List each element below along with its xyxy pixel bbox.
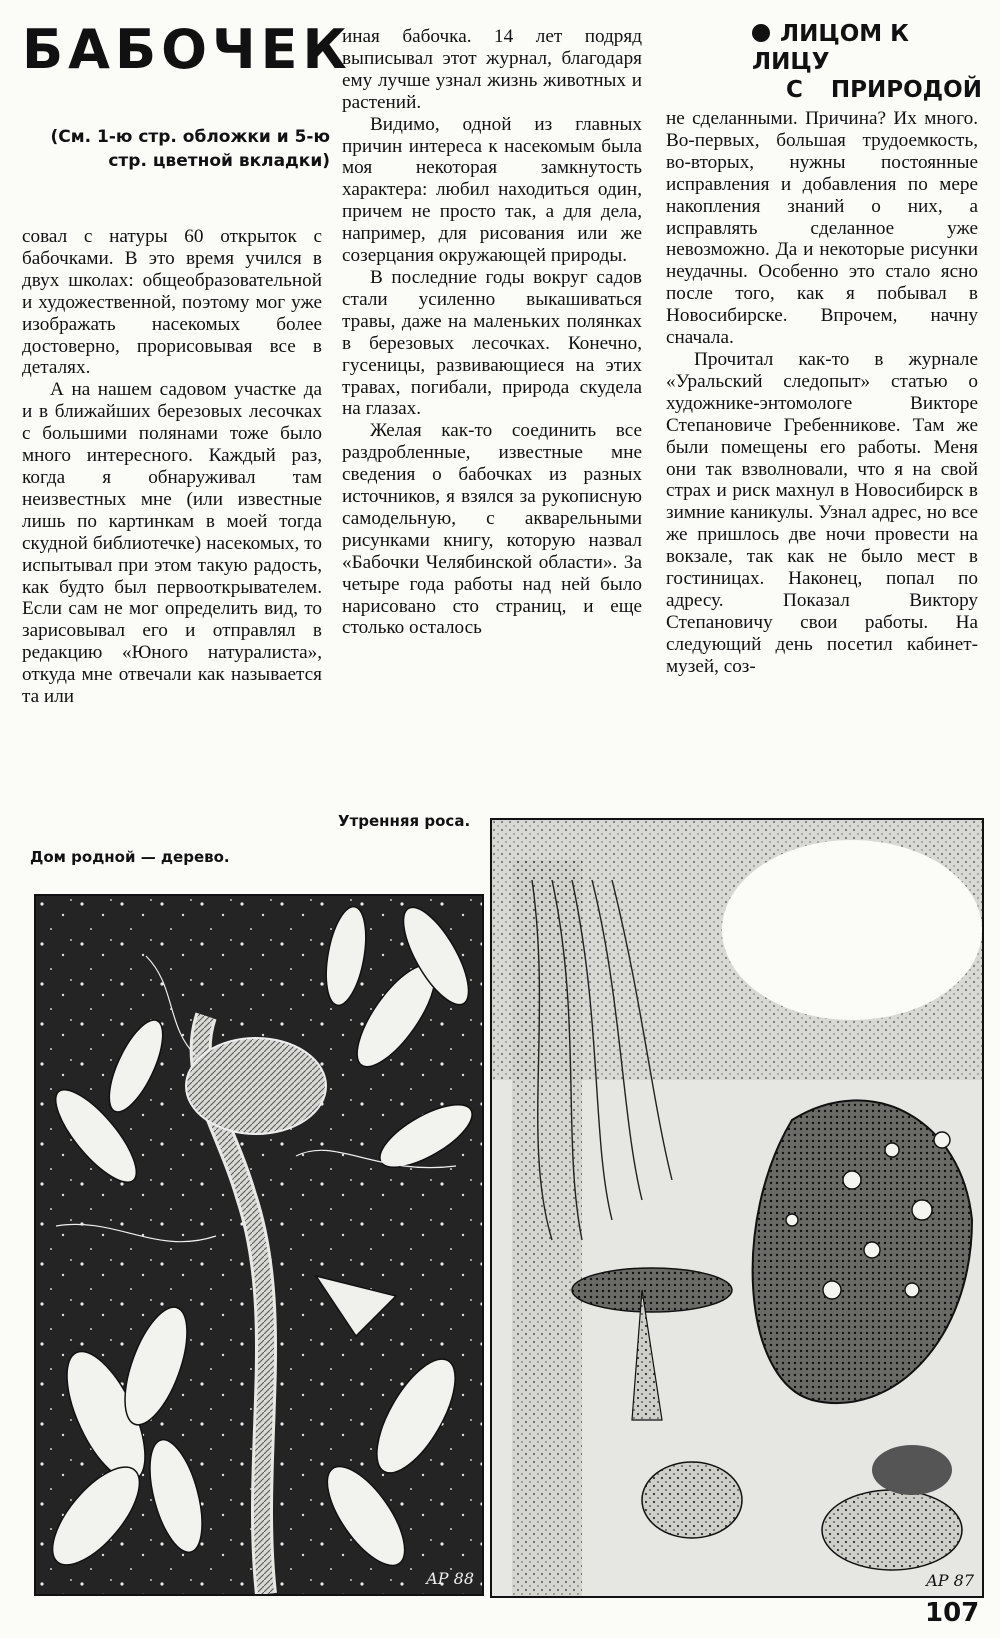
article-title: БАБОЧЕК	[22, 18, 352, 81]
rubric-line-1: ЛИЦОМ К ЛИЦУ	[752, 21, 909, 75]
page-number: 107	[925, 1598, 980, 1628]
paragraph: иная бабочка. 14 лет подряд выписывал этот журнал, благодаря ему лучше узнал жизнь животных и растений.	[342, 26, 642, 113]
paragraph: В последние годы вокруг садов стали усиленно выкашиваться травы, даже на маленьких полянках в березовых лесочках. Конечно, гусеницы, развивающиеся на этих травах, погибали, природа скудела на глазах.	[342, 266, 642, 420]
paragraph: Прочитал как-то в журнале «Уральский следопыт» статью о художнике-энтомологе Викторе Степановиче Гребенникове. Там же были помещены его работы. Меня они так взволновали, что я на свой страх и риск махнул в Новосибирск в зимние каникулы. Узнал адрес, но все же пришлось две ночи провести на вокзале, так как не было мест в гостиницах. Наконец, попал по адресу. Показал Виктору Степановичу свои работы. На следующий день посетил кабинет-музей, соз-	[666, 348, 978, 677]
paragraph: Желая как-то соединить все раздробленные, известные мне сведения о бабочках из разных источников, я взялся за рукописную самодельную, с акварельными рисунками книгу, которую назвал «Бабочки Челябинской области». За четыре года работы над ней было нарисовано сто страниц, и еще столько осталось	[342, 420, 642, 639]
text-column-2	[342, 26, 642, 639]
cover-reference-note: (См. 1-ю стр. обложки и 5-ю стр. цветной вкладки)	[50, 127, 330, 171]
paragraph: совал с натуры 60 открыток с бабочками. В это время учился в двух школах: общеобразовательной и художественной, поэтому мог уже изображать насекомых более достоверно, прорисовывая все в деталях.	[22, 226, 322, 379]
bullet-icon	[752, 24, 770, 42]
rubric-line-2: С ПРИРОДОЙ	[786, 77, 982, 103]
section-rubric	[752, 20, 982, 104]
paragraph: не сделанными. Причина? Их много. Во-первых, большая трудоемкость, во-вторых, нужны постоянные исправления и добавления по мере накопления знаний о них, а исправлять сделанное уже невозможно. Да и некоторые рисунки неудачны. Особенно это стало ясно после того, как я побывал в Новосибирске. Впрочем, начну сначала.	[666, 108, 978, 349]
morning-dew-drawing	[492, 820, 982, 1596]
artist-signature: AP 87	[926, 1571, 974, 1590]
artist-signature: AP 88	[426, 1569, 474, 1588]
paragraph: Видимо, одной из главных причин интереса к насекомым была моя некоторая замкнутость характера: любил находиться один, причем не просто так, а для дела, например, для рисования или же созерцания окружающей природы.	[342, 113, 642, 267]
figure-caption-left: Дом родной — дерево.	[30, 848, 230, 866]
paragraph: А на нашем садовом участке да и в ближайших березовых лесочках с большими полянами тоже было много интересного. Каждый раз, когда я обнаруживал там неизвестных мне (или известные лишь по картинкам в моей тогда скудной библиотечке) насекомых, то испытывал при этом такую радость, как будто был первооткрывателем. Если сам не мог определить вид, то зарисовывал его и отправлял в редакцию «Юного натуралиста», откуда мне отвечали как называется та или	[22, 379, 322, 708]
figure-caption-right: Утренняя роса.	[338, 812, 471, 830]
text-column-3	[666, 108, 978, 678]
illustration-morning-dew	[490, 818, 984, 1598]
text-column-1	[22, 226, 322, 708]
tree-home-drawing	[36, 896, 482, 1594]
illustration-tree-home	[34, 894, 484, 1596]
